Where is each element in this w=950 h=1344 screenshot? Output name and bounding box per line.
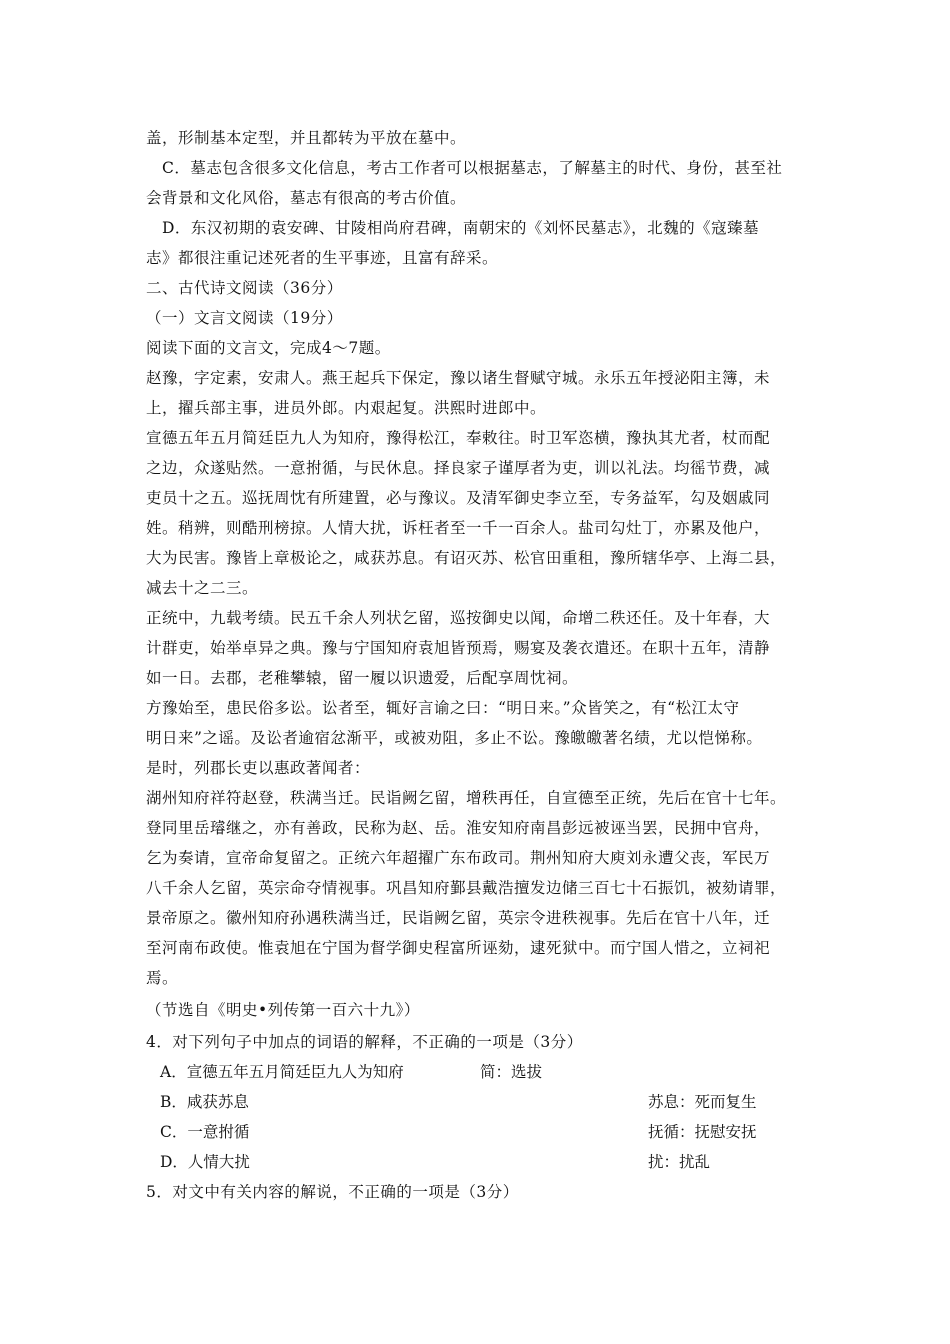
passage-line: 乞为奏请，宣帝命复留之。正统六年超擢广东布政司。荆州知府大庾刘永遭父丧，军民万 <box>146 849 771 867</box>
passage-line: 至河南布政使。惟袁旭在宁国为督学御史程富所诬劾，逮死狱中。而宁国人惜之，立祠祀 <box>146 939 771 957</box>
passage-line: 方豫始至，患民俗多讼。讼者至，辄好言谕之曰：“明日来。”众皆笑之，有“松江太守 <box>146 699 740 717</box>
passage-line: 景帝原之。徽州知府孙遇秩满当迁，民诣阙乞留，英宗令进秩视事。先后在官十八年，迁 <box>146 909 771 927</box>
text-line: 会背景和文化风俗，墓志有很高的考古价值。 <box>146 189 467 207</box>
option-text: C．一意拊循 <box>160 1123 250 1141</box>
passage-line: 是时，列郡长吏以惠政著闻者： <box>146 759 371 777</box>
option-gloss: 苏息：死而复生 <box>648 1093 757 1111</box>
passage-line: 吏员十之五。巡抚周忱有所建置，必与豫议。及清军御史李立至，专务益军，勾及姻戚同 <box>146 489 771 507</box>
question-4-option-c <box>160 1122 800 1142</box>
text-line: 盖，形制基本定型，并且都转为平放在墓中。 <box>146 129 467 147</box>
passage-line: 登同里岳璿继之，亦有善政，民称为赵、岳。淮安知府南昌彭远被诬当罢，民拥中官舟， <box>146 819 771 837</box>
passage-line: 焉。 <box>146 969 179 987</box>
option-text: D．人情大扰 <box>160 1153 250 1171</box>
passage-line: 如一日。去郡，老稚攀辕，留一履以识遗爱，后配享周忱祠。 <box>146 669 579 687</box>
passage-line: 明日来”之谣。及讼者逾宿忿渐平，或被劝阻，多止不讼。豫皦皦著名绩，尤以恺悌称。 <box>146 729 763 747</box>
option-d-line: D．东汉初期的袁安碑、甘陵相尚府君碑，南朝宋的《刘怀民墓志》，北魏的《寇臻墓 <box>162 219 760 237</box>
passage-line: 之边，众遂贴然。一意拊循，与民休息。择良家子谨厚者为吏，训以礼法。均徭节费，减 <box>146 459 771 477</box>
passage-line: 湖州知府祥符赵登，秩满当迁。民诣阙乞留，增秩再任，自宣德至正统，先后在官十七年。 <box>146 789 787 807</box>
option-gloss: 抚循：抚慰安抚 <box>648 1123 757 1141</box>
passage-line: 宣德五年五月简廷臣九人为知府，豫得松江，奉敕往。时卫军恣横，豫执其尤者，杖而配 <box>146 429 771 447</box>
source-citation: （节选自《明史•列传第一百六十九》） <box>146 1001 420 1019</box>
passage-line: 姓。稍辨，则酷刑榜掠。人情大扰，诉枉者至一千一百余人。盐司勾灶丁，亦累及他户， <box>146 519 771 537</box>
passage-line: 大为民害。豫皆上章极论之，咸获苏息。有诏灭苏、松官田重租，豫所辖华亭、上海二县， <box>146 549 787 567</box>
section-heading: 二、古代诗文阅读（36分） <box>146 279 343 297</box>
passage-line: 减去十之二三。 <box>146 579 259 597</box>
instruction-line: 阅读下面的文言文，完成4～7题。 <box>146 339 391 357</box>
option-c-line: C．墓志包含很多文化信息，考古工作者可以根据墓志，了解墓主的时代、身份，甚至社 <box>162 159 783 177</box>
passage-line: 正统中，九载考绩。民五千余人列状乞留，巡按御史以闻，命增二秩还任。及十年春，大 <box>146 609 771 627</box>
passage-line: 计群吏，始举卓异之典。豫与宁国知府袁旭皆预焉，赐宴及袭衣遣还。在职十五年，清静 <box>146 639 771 657</box>
question-4-option-d <box>160 1152 800 1172</box>
option-gloss: 扰：扰乱 <box>648 1153 711 1171</box>
subsection-heading: （一）文言文阅读（19分） <box>146 309 343 327</box>
question-4-option-a <box>160 1062 800 1082</box>
option-gloss: 简：选拔 <box>480 1063 543 1081</box>
passage-line: 上，擢兵部主事，进员外郎。内艰起复。洪熙时进郎中。 <box>146 399 547 417</box>
text-line: 志》都很注重记述死者的生平事迹，且富有辞采。 <box>146 249 499 267</box>
option-text: B．咸获苏息 <box>160 1093 249 1111</box>
passage-line: 赵豫，字定素，安肃人。燕王起兵下保定，豫以诸生督赋守城。永乐五年授泌阳主簿，未 <box>146 369 771 387</box>
question-4: 4．对下列句子中加点的词语的解释，不正确的一项是（3分） <box>146 1033 583 1051</box>
option-text: A．宣德五年五月简廷臣九人为知府 <box>160 1063 404 1081</box>
question-4-option-b <box>160 1092 800 1112</box>
passage-line: 八千余人乞留，英宗命夺情视事。巩昌知府鄞县戴浩擅发边储三百七十石振饥，被劾请罪， <box>146 879 787 897</box>
question-5: 5．对文中有关内容的解说，不正确的一项是（3分） <box>146 1183 519 1201</box>
